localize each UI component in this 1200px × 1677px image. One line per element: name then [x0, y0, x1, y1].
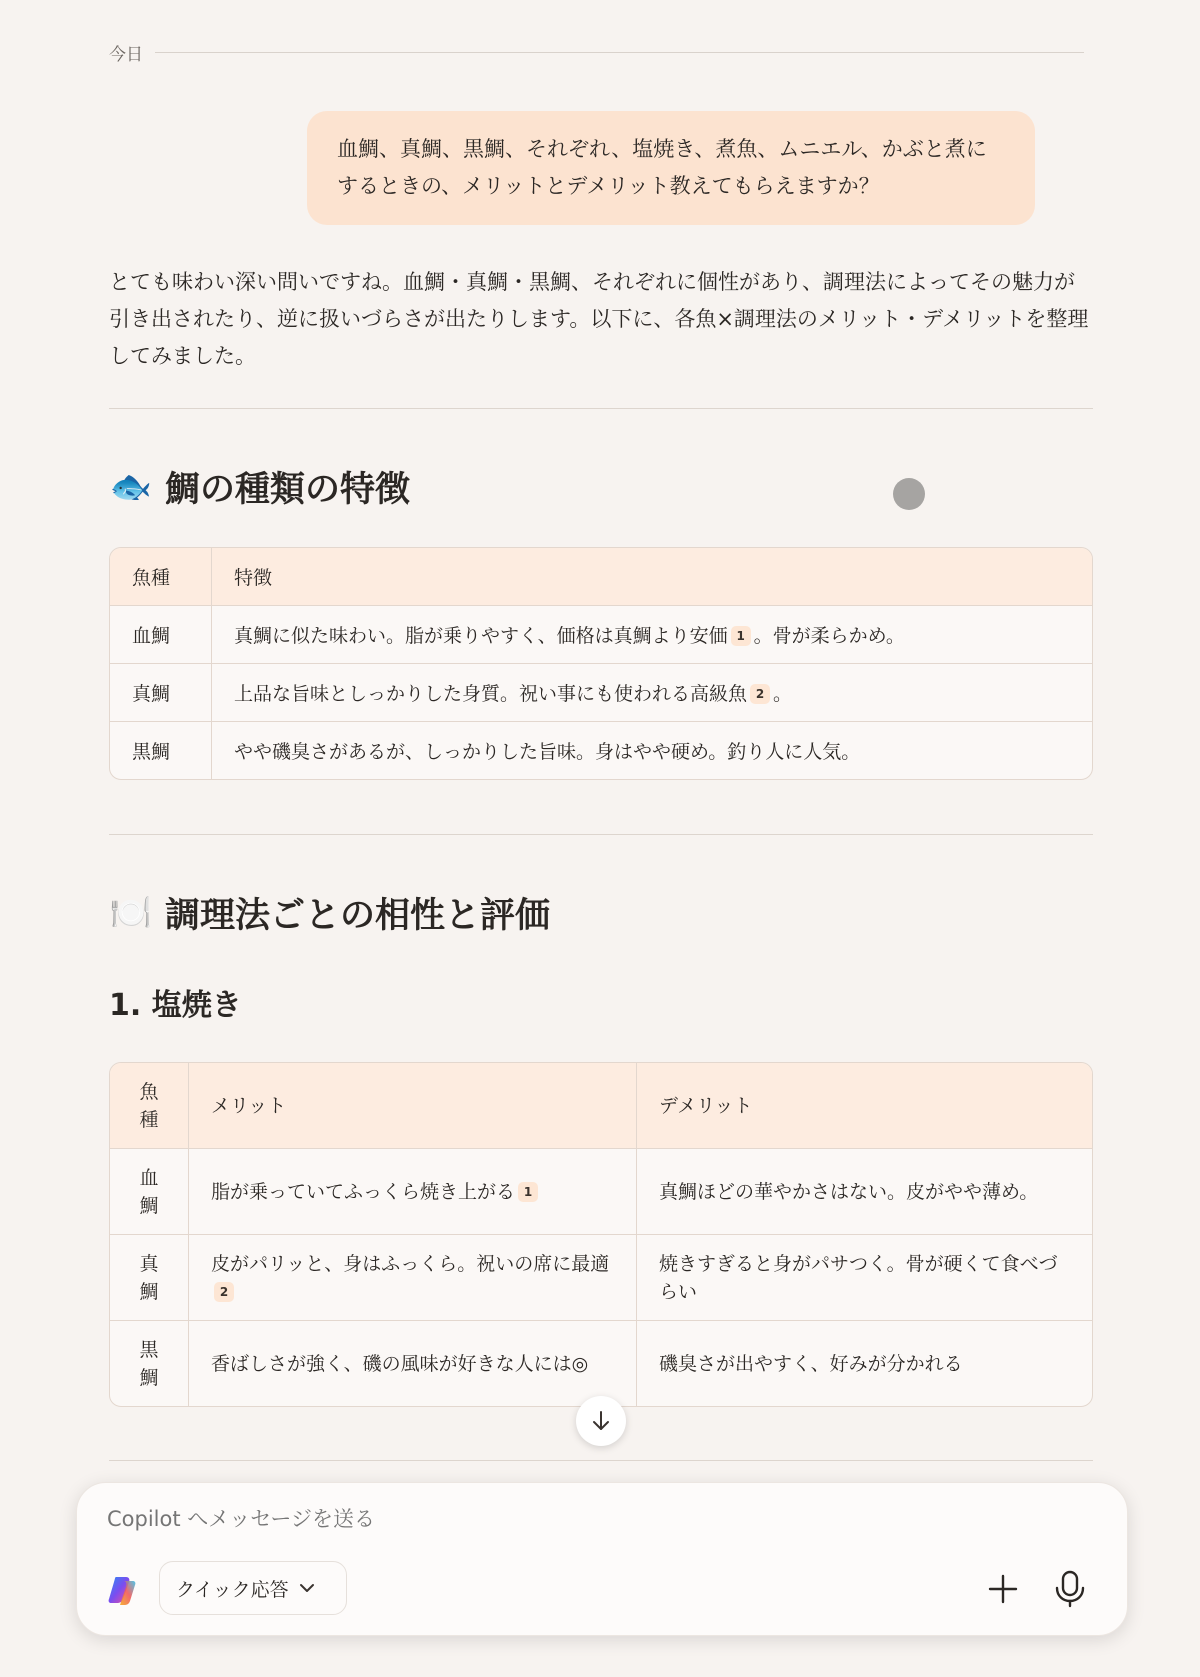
merit-cell — [189, 1235, 637, 1321]
table-row — [110, 1149, 1092, 1235]
merit-text: 脂が乗っていてふっくら焼き上がる — [211, 1180, 516, 1203]
assistant-intro-text: とても味わい深い問いですね。血鯛・真鯛・黒鯛、それぞれに個性があり、調理法によってその魅力が引き出されたり、逆に扱いづらさが出たりします。以下に、各魚×調理法のメリット・デメリットを整理してみました。 — [109, 270, 1089, 368]
merit-cell: 香ばしさが強く、磯の風味が好きな人には◎ — [189, 1321, 637, 1406]
section-divider — [109, 408, 1093, 409]
response-mode-label: クイック応答 — [176, 1578, 289, 1601]
section-title: 調理法ごとの相性と評価 — [165, 896, 551, 936]
table-header-cell: デメリット — [637, 1063, 1092, 1149]
feature-text: 。 — [773, 683, 793, 705]
date-label: 今日 — [109, 45, 143, 65]
feature-cell — [212, 722, 1092, 779]
date-divider — [109, 40, 1084, 65]
message-composer — [76, 1482, 1128, 1636]
user-message-bubble: 血鯛、真鯛、黒鯛、それぞれ、塩焼き、煮魚、ムニエル、かぶと煮にするときの、メリットとデメリット教えてもらえますか？ — [307, 111, 1035, 225]
table-row — [110, 722, 1092, 779]
shioyaki-table — [109, 1062, 1093, 1407]
scroll-to-bottom-button[interactable] — [576, 1396, 626, 1446]
copilot-logo-icon — [107, 1573, 141, 1607]
table-header-cell: 魚種 — [110, 1063, 189, 1149]
fish-cell: 真鯛 — [110, 664, 212, 722]
feature-text: やや磯臭さがあるが、しっかりした旨味。身はやや硬め。釣り人に人気。 — [234, 741, 861, 763]
table-row — [110, 1321, 1092, 1406]
demerit-cell: 焼きすぎると身がパサつく。骨が硬くて食べづらい — [637, 1235, 1092, 1321]
chevron-down-icon — [299, 1583, 315, 1593]
section-title: 鯛の種類の特徴 — [165, 470, 411, 510]
table-header-row — [110, 1063, 1092, 1149]
merit-text: 皮がパリッと、身はふっくら。祝いの席に最適 — [211, 1252, 610, 1275]
section-divider — [109, 1460, 1093, 1461]
microphone-icon[interactable] — [1052, 1569, 1088, 1609]
section-heading-cooking — [109, 888, 550, 938]
cursor-indicator — [893, 478, 925, 510]
fish-cell: 黒鯛 — [110, 722, 212, 779]
fish-icon: 🐟 — [109, 467, 153, 507]
message-input[interactable] — [107, 1507, 957, 1531]
section-divider — [109, 834, 1093, 835]
merit-cell — [189, 1149, 637, 1235]
table-header-cell: 魚種 — [110, 548, 212, 606]
fish-cell: 黒鯛 — [110, 1321, 189, 1406]
feature-text: 上品な旨味としっかりした身質。祝い事にも使われる高級魚 — [234, 683, 748, 705]
arrow-down-icon — [590, 1409, 612, 1433]
table-header-cell: 特徴 — [212, 548, 1092, 606]
plate-icon: 🍽️ — [109, 893, 153, 933]
response-mode-select[interactable] — [159, 1561, 347, 1615]
tai-features-table — [109, 547, 1093, 780]
fish-cell: 血鯛 — [110, 1149, 189, 1235]
table-header-row — [110, 548, 1092, 606]
demerit-cell: 真鯛ほどの華やかさはない。皮がやや薄め。 — [637, 1149, 1092, 1235]
citation-badge[interactable]: 2 — [750, 684, 770, 704]
table-row — [110, 606, 1092, 664]
feature-cell — [212, 664, 1092, 722]
demerit-cell: 磯臭さが出やすく、好みが分かれる — [659, 1352, 963, 1375]
citation-badge[interactable]: 1 — [518, 1182, 538, 1202]
citation-badge[interactable]: 1 — [731, 626, 751, 646]
table-row — [110, 1235, 1092, 1321]
table-header-cell: メリット — [189, 1063, 637, 1149]
subsection-heading: 1. 塩焼き — [109, 988, 242, 1023]
feature-cell — [212, 606, 1092, 664]
fish-cell: 血鯛 — [110, 606, 212, 664]
citation-badge[interactable]: 2 — [214, 1282, 234, 1302]
table-row — [110, 664, 1092, 722]
feature-text: 真鯛に似た味わい。脂が乗りやすく、価格は真鯛より安価 — [234, 625, 728, 647]
fish-cell: 真鯛 — [110, 1235, 189, 1321]
section-heading-tai-types — [109, 462, 410, 512]
feature-text: 。骨が柔らかめ。 — [753, 625, 905, 647]
divider-line — [155, 52, 1084, 53]
plus-icon[interactable] — [985, 1571, 1021, 1607]
